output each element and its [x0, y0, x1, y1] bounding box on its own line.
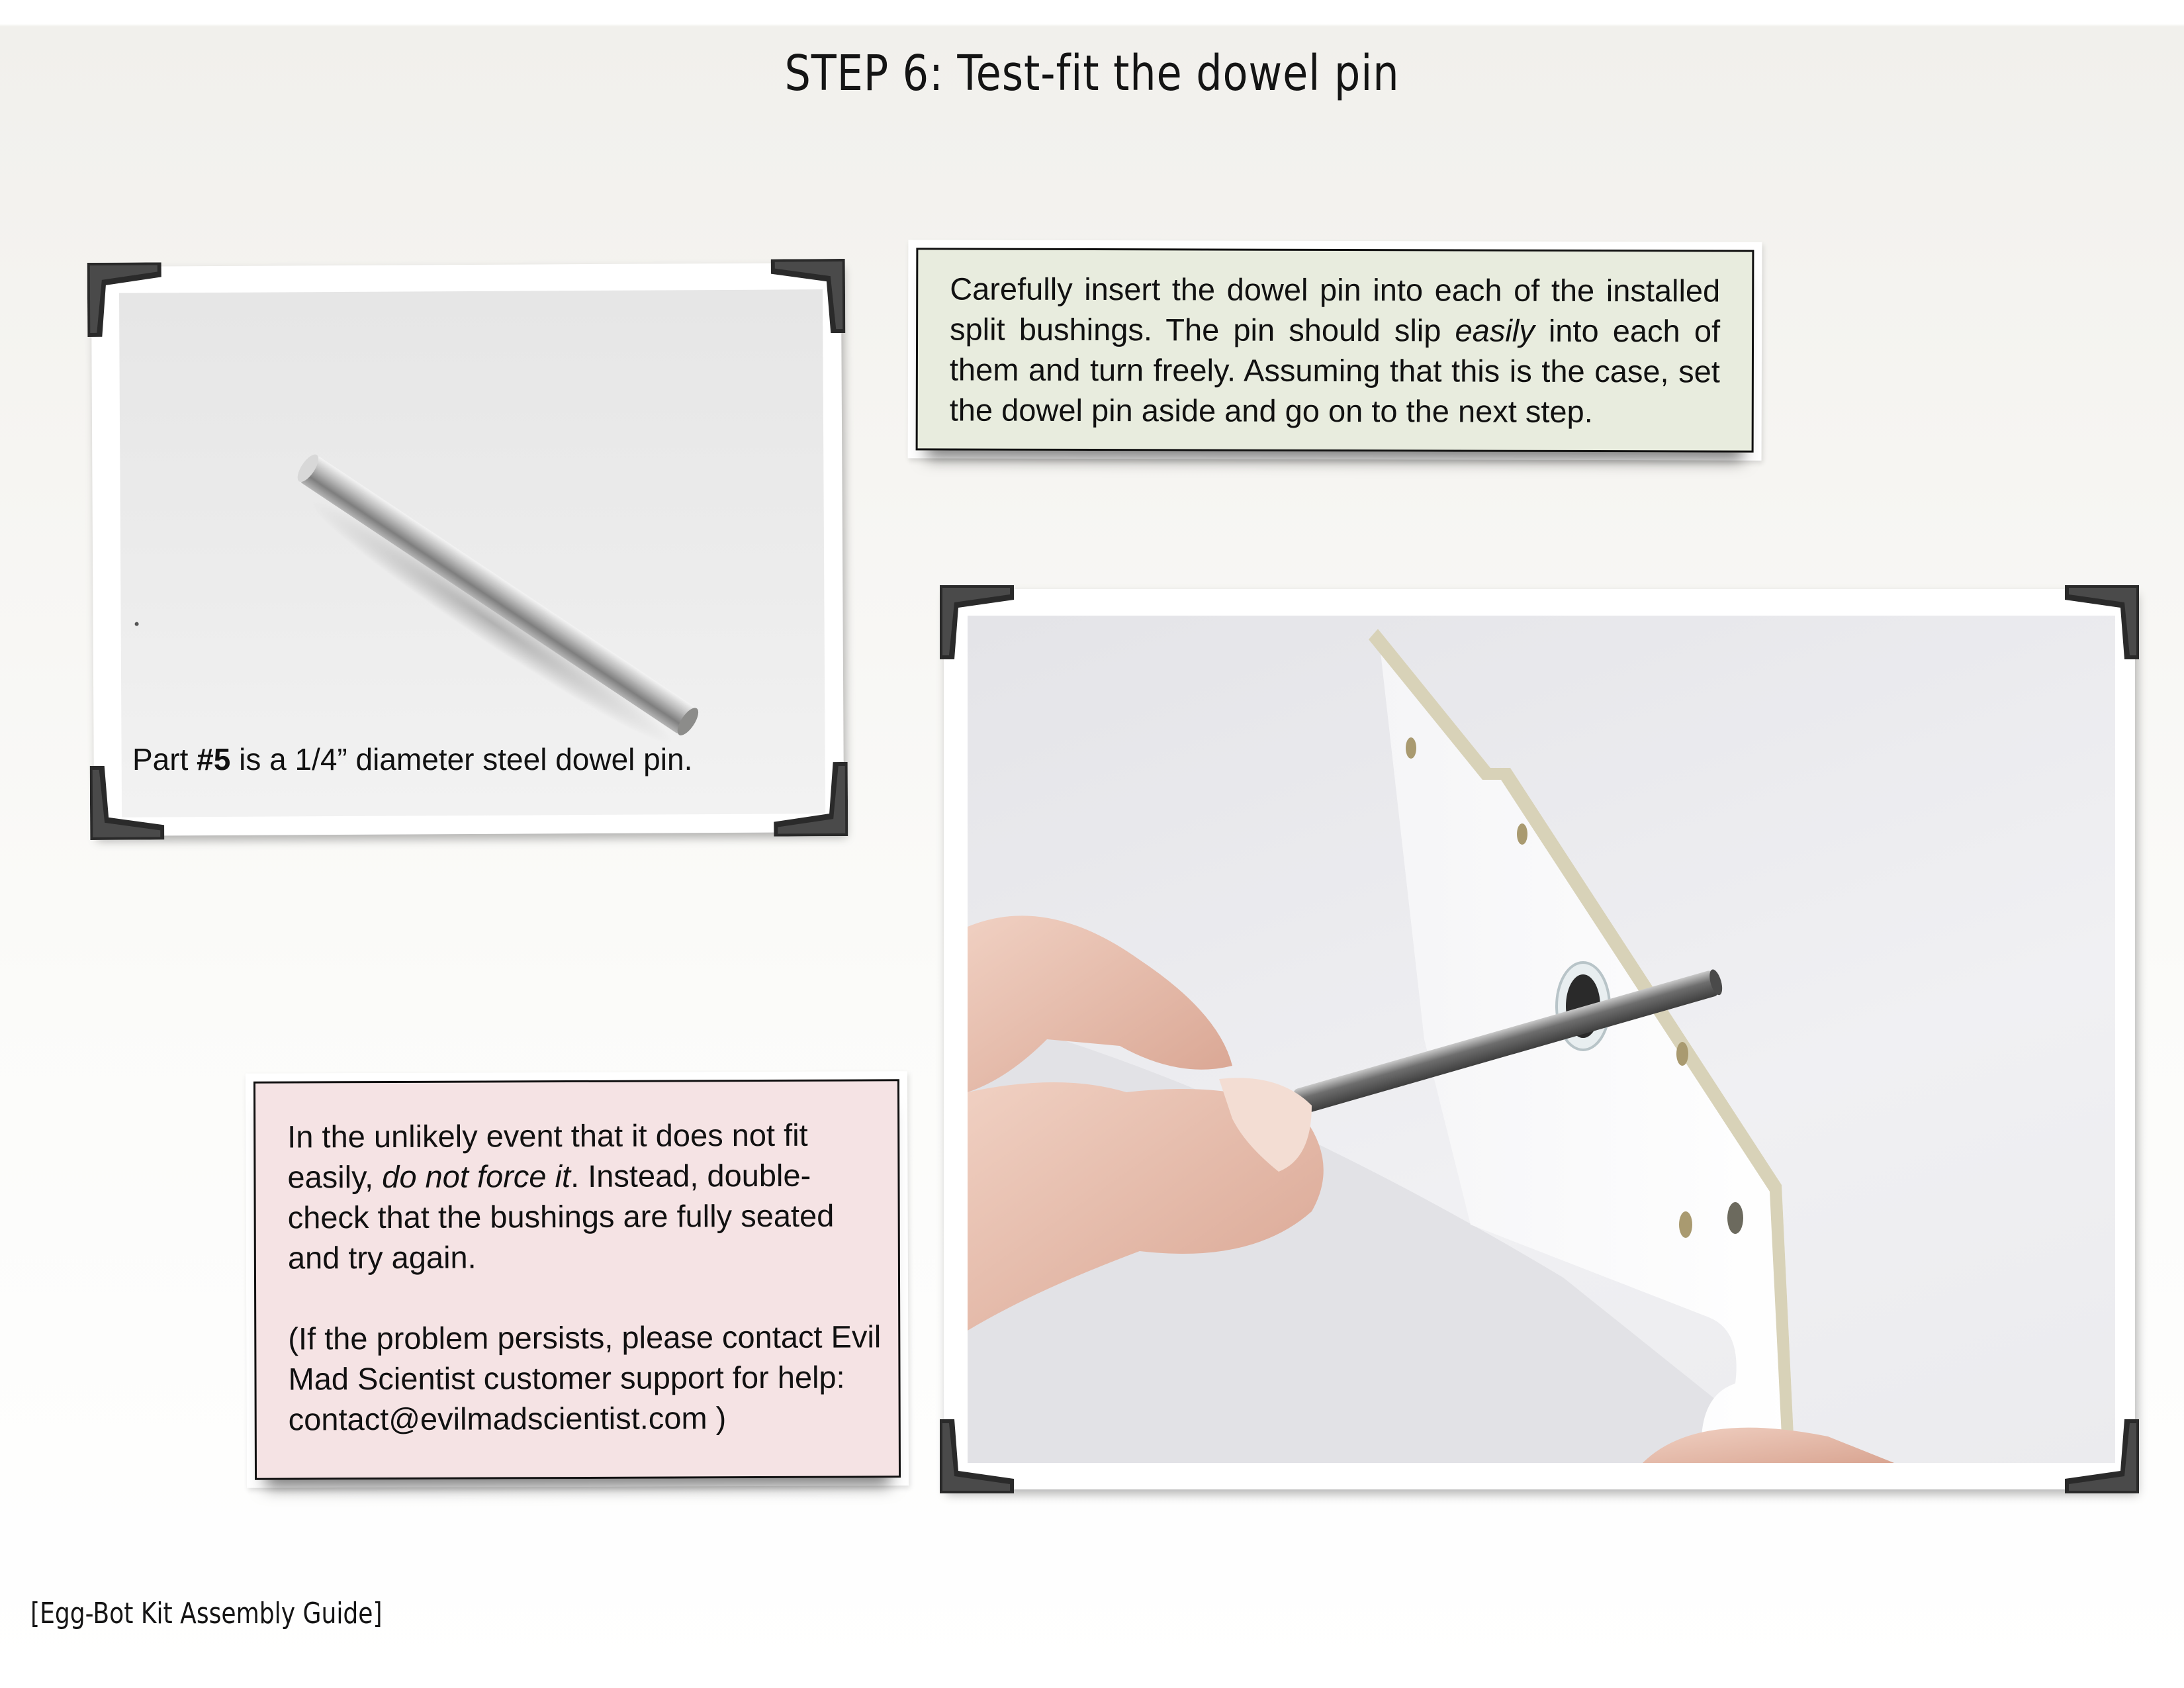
troubleshooting-paragraph: [287, 1114, 882, 1278]
troubleshooting-text-part: In the unlikely event that it does not fit easily,: [287, 1117, 808, 1195]
instruction-text: [950, 268, 1721, 432]
photo-corner-icon: [940, 585, 1014, 659]
support-contact-paragraph: (If the problem persists, please contact Evil Mad Scientist customer support for help: contact@evilmadscientist.com ): [288, 1319, 882, 1437]
dowel-pin-caption: [132, 741, 692, 777]
troubleshooting-text-part: . Instead, double-check that the bushings are fully seated and try again.: [287, 1157, 835, 1276]
photo-corner-icon: [2065, 585, 2139, 659]
instruction-emphasis: easily: [1455, 312, 1535, 348]
guide-footer: [Egg-Bot Kit Assembly Guide]: [30, 1597, 383, 1630]
instruction-note: [916, 248, 1754, 452]
instruction-text-part: Carefully insert the dowel pin into each of the installed split bushings. The pin should slip: [950, 271, 1721, 348]
troubleshooting-note: [253, 1079, 901, 1479]
photo-corner-icon: [774, 762, 848, 837]
dowel-pin-image: [119, 289, 825, 818]
assembly-image: [968, 616, 2115, 1463]
pin-in-bushing-illustration: [968, 616, 2115, 1463]
photo-corner-icon: [771, 259, 846, 334]
photo-corner-icon: [940, 1419, 1014, 1493]
assembly-photo: [944, 589, 2135, 1489]
photo-corner-icon: [2065, 1419, 2139, 1493]
photo-corner-icon: [87, 262, 162, 337]
caption-prefix: Part: [132, 742, 197, 776]
page-title: STEP 6: Test-fit the dowel pin: [784, 45, 1400, 102]
troubleshooting-emphasis: do not force it: [382, 1158, 571, 1195]
instruction-text-part: into each of them and turn freely. Assuming that this is the case, set the dowel pin aside and go on to the next step.: [949, 312, 1721, 430]
caption-suffix: is a 1/4” diameter steel dowel pin.: [230, 742, 693, 776]
troubleshooting-text: [287, 1114, 883, 1439]
part-number: #5: [197, 742, 231, 776]
dowel-pin-illustration: [119, 289, 825, 818]
